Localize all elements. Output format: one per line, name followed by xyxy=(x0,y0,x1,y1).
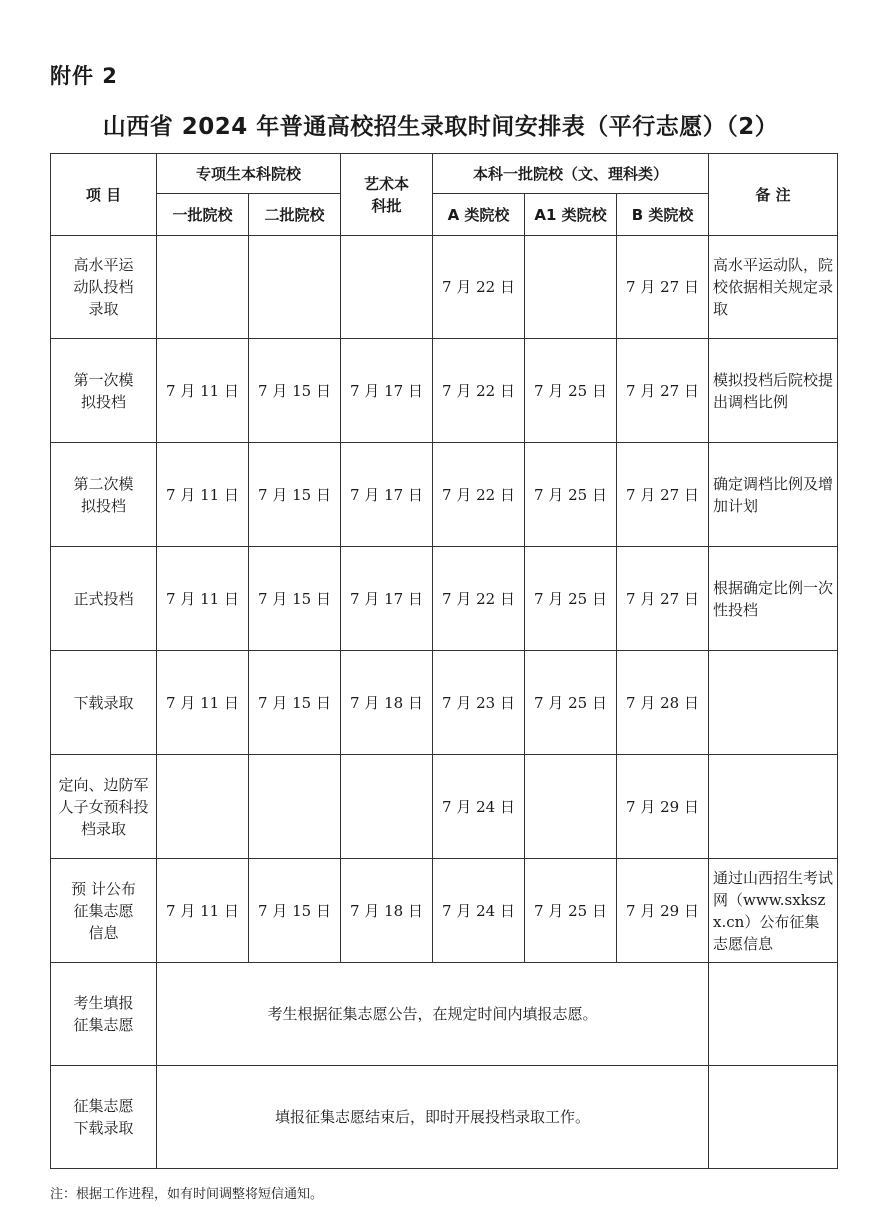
cell-special-second xyxy=(249,755,341,859)
cell-special-first: 7 月 11 日 xyxy=(157,547,249,651)
cell-art: 7 月 18 日 xyxy=(341,651,433,755)
row-item: 下载录取 xyxy=(51,651,157,755)
cell-b-class: 7 月 29 日 xyxy=(617,859,709,963)
cell-a1-class: 7 月 25 日 xyxy=(525,339,617,443)
cell-remark xyxy=(709,651,838,755)
cell-remark: 确定调档比例及增加计划 xyxy=(709,443,838,547)
cell-art: 7 月 17 日 xyxy=(341,443,433,547)
row-item: 高水平运动队投档录取 xyxy=(51,236,157,339)
header-a-class: A 类院校 xyxy=(433,194,525,236)
cell-special-second: 7 月 15 日 xyxy=(249,339,341,443)
table-row xyxy=(51,651,838,755)
header-special-group: 专项生本科院校 xyxy=(157,154,341,194)
cell-special-first: 7 月 11 日 xyxy=(157,443,249,547)
cell-remark: 根据确定比例一次性投档 xyxy=(709,547,838,651)
cell-a1-class: 7 月 25 日 xyxy=(525,547,617,651)
cell-a-class: 7 月 22 日 xyxy=(433,236,525,339)
table-row xyxy=(51,443,838,547)
row-item: 考生填报征集志愿 xyxy=(51,963,157,1066)
cell-a1-class: 7 月 25 日 xyxy=(525,859,617,963)
cell-remark xyxy=(709,963,838,1066)
page-title: 山西省 2024 年普通高校招生录取时间安排表（平行志愿）（2） xyxy=(102,114,779,140)
cell-a-class: 7 月 22 日 xyxy=(433,443,525,547)
cell-remark: 通过山西招生考试网（www.sxkszx.cn）公布征集志愿信息 xyxy=(709,859,838,963)
cell-special-second: 7 月 15 日 xyxy=(249,651,341,755)
cell-b-class: 7 月 27 日 xyxy=(617,236,709,339)
cell-art: 7 月 17 日 xyxy=(341,339,433,443)
row-item: 正式投档 xyxy=(51,547,157,651)
schedule-table xyxy=(50,153,838,1169)
cell-special-first: 7 月 11 日 xyxy=(157,859,249,963)
cell-a-class: 7 月 23 日 xyxy=(433,651,525,755)
cell-remark: 高水平运动队，院校依据相关规定录取 xyxy=(709,236,838,339)
row-item: 定向、边防军人子女预科投档录取 xyxy=(51,755,157,859)
header-a1-class: A1 类院校 xyxy=(525,194,617,236)
cell-a-class: 7 月 24 日 xyxy=(433,755,525,859)
header-b-class: B 类院校 xyxy=(617,194,709,236)
header-first-batch-group: 本科一批院校（文、理科类） xyxy=(433,154,709,194)
cell-special-first: 7 月 11 日 xyxy=(157,651,249,755)
cell-b-class: 7 月 27 日 xyxy=(617,339,709,443)
cell-a-class: 7 月 24 日 xyxy=(433,859,525,963)
cell-special-second: 7 月 15 日 xyxy=(249,443,341,547)
header-special-second: 二批院校 xyxy=(249,194,341,236)
table-row xyxy=(51,339,838,443)
table-row xyxy=(51,859,838,963)
table-row xyxy=(51,236,838,339)
cell-a1-class xyxy=(525,755,617,859)
cell-b-class: 7 月 29 日 xyxy=(617,755,709,859)
row-item: 征集志愿下载录取 xyxy=(51,1066,157,1169)
cell-special-first xyxy=(157,755,249,859)
table-row xyxy=(51,755,838,859)
cell-special-second: 7 月 15 日 xyxy=(249,547,341,651)
cell-a1-class xyxy=(525,236,617,339)
cell-remark: 模拟投档后院校提出调档比例 xyxy=(709,339,838,443)
table-row xyxy=(51,547,838,651)
attachment-label: 附件 2 xyxy=(50,64,118,88)
cell-a1-class: 7 月 25 日 xyxy=(525,651,617,755)
row-item: 第一次模拟投档 xyxy=(51,339,157,443)
table-row xyxy=(51,1066,838,1169)
merged-cell-content: 填报征集志愿结束后，即时开展投档录取工作。 xyxy=(157,1066,709,1169)
cell-special-second xyxy=(249,236,341,339)
cell-art: 7 月 17 日 xyxy=(341,547,433,651)
cell-special-first xyxy=(157,236,249,339)
cell-art: 7 月 18 日 xyxy=(341,859,433,963)
cell-a1-class: 7 月 25 日 xyxy=(525,443,617,547)
header-remarks: 备 注 xyxy=(709,154,838,236)
cell-b-class: 7 月 27 日 xyxy=(617,443,709,547)
cell-art xyxy=(341,755,433,859)
row-item: 预 计公布征集志愿信息 xyxy=(51,859,157,963)
cell-b-class: 7 月 28 日 xyxy=(617,651,709,755)
cell-special-first: 7 月 11 日 xyxy=(157,339,249,443)
header-art: 艺术本科批 xyxy=(341,154,433,236)
table-row xyxy=(51,963,838,1066)
cell-a-class: 7 月 22 日 xyxy=(433,339,525,443)
cell-a-class: 7 月 22 日 xyxy=(433,547,525,651)
header-item: 项 目 xyxy=(51,154,157,236)
footnote: 注：根据工作进程，如有时间调整将短信通知。 xyxy=(50,1187,324,1202)
cell-b-class: 7 月 27 日 xyxy=(617,547,709,651)
header-special-first: 一批院校 xyxy=(157,194,249,236)
merged-cell-content: 考生根据征集志愿公告，在规定时间内填报志愿。 xyxy=(157,963,709,1066)
cell-art xyxy=(341,236,433,339)
row-item: 第二次模拟投档 xyxy=(51,443,157,547)
cell-special-second: 7 月 15 日 xyxy=(249,859,341,963)
cell-remark xyxy=(709,1066,838,1169)
header-row-top xyxy=(51,154,838,194)
cell-remark xyxy=(709,755,838,859)
